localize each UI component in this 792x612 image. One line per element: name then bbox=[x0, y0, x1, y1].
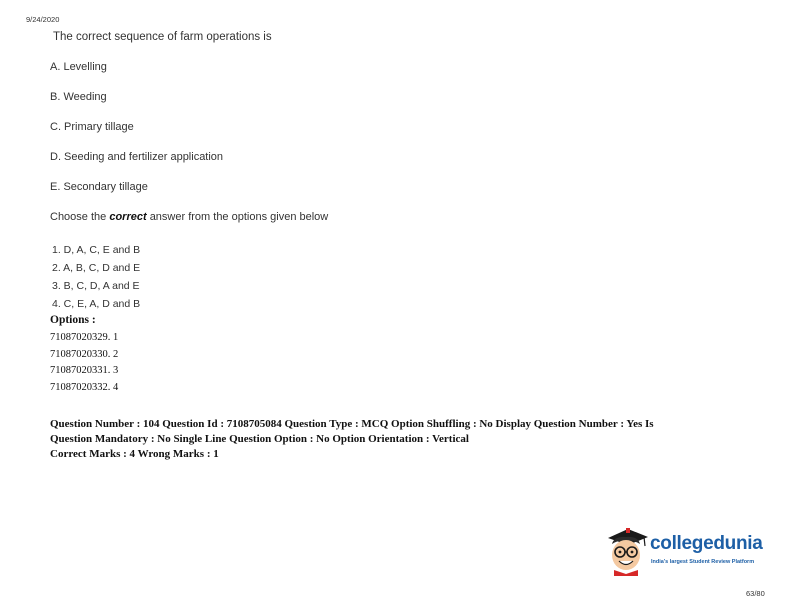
logo-tagline: India's largest Student Review Platform bbox=[651, 559, 755, 565]
metadata-line: Correct Marks : 4 Wrong Marks : 1 bbox=[50, 448, 219, 460]
option-id: 71087020332. 4 bbox=[50, 381, 119, 393]
answer-option: 1. D, A, C, E and B bbox=[52, 244, 141, 256]
option-id: 71087020331. 3 bbox=[50, 365, 119, 376]
page-number: 63/80 bbox=[746, 589, 765, 598]
collegedunia-logo bbox=[604, 524, 774, 576]
choose-instruction bbox=[50, 211, 328, 223]
answer-option: 2. A, B, C, D and E bbox=[52, 262, 141, 274]
print-date: 9/24/2020 bbox=[26, 15, 60, 24]
answer-option: 3. B, C, D, A and E bbox=[52, 280, 140, 292]
option-id: 71087020330. 2 bbox=[50, 348, 119, 360]
statement-d: D. Seeding and fertilizer application bbox=[50, 151, 224, 163]
options-title: Options : bbox=[50, 314, 96, 326]
statement-c: C. Primary tillage bbox=[50, 121, 134, 133]
statement-a: A. Levelling bbox=[50, 61, 107, 73]
metadata-line: Question Mandatory : No Single Line Question Option : No Option Orientation : Vertical bbox=[50, 433, 469, 445]
option-id: 71087020329. 1 bbox=[50, 332, 119, 343]
statement-e: E. Secondary tillage bbox=[50, 181, 148, 193]
choose-prefix: Choose the bbox=[50, 211, 107, 223]
option-id-list bbox=[50, 330, 118, 396]
choose-emphasis: correct bbox=[109, 211, 147, 223]
answer-option-list bbox=[52, 241, 140, 313]
metadata-line: Question Number : 104 Question Id : 7108705084 Question Type : MCQ Option Shuffling : No Display Question Number : Yes Is bbox=[50, 418, 654, 430]
student-mascot-icon bbox=[604, 524, 650, 576]
answer-option: 4. C, E, A, D and B bbox=[52, 298, 141, 310]
question-metadata bbox=[50, 417, 654, 462]
statement-b: B. Weeding bbox=[50, 91, 107, 103]
logo-wordmark: collegedunia bbox=[650, 533, 763, 554]
question-text: The correct sequence of farm operations is bbox=[53, 31, 272, 43]
choose-suffix: answer from the options given below bbox=[149, 211, 329, 223]
